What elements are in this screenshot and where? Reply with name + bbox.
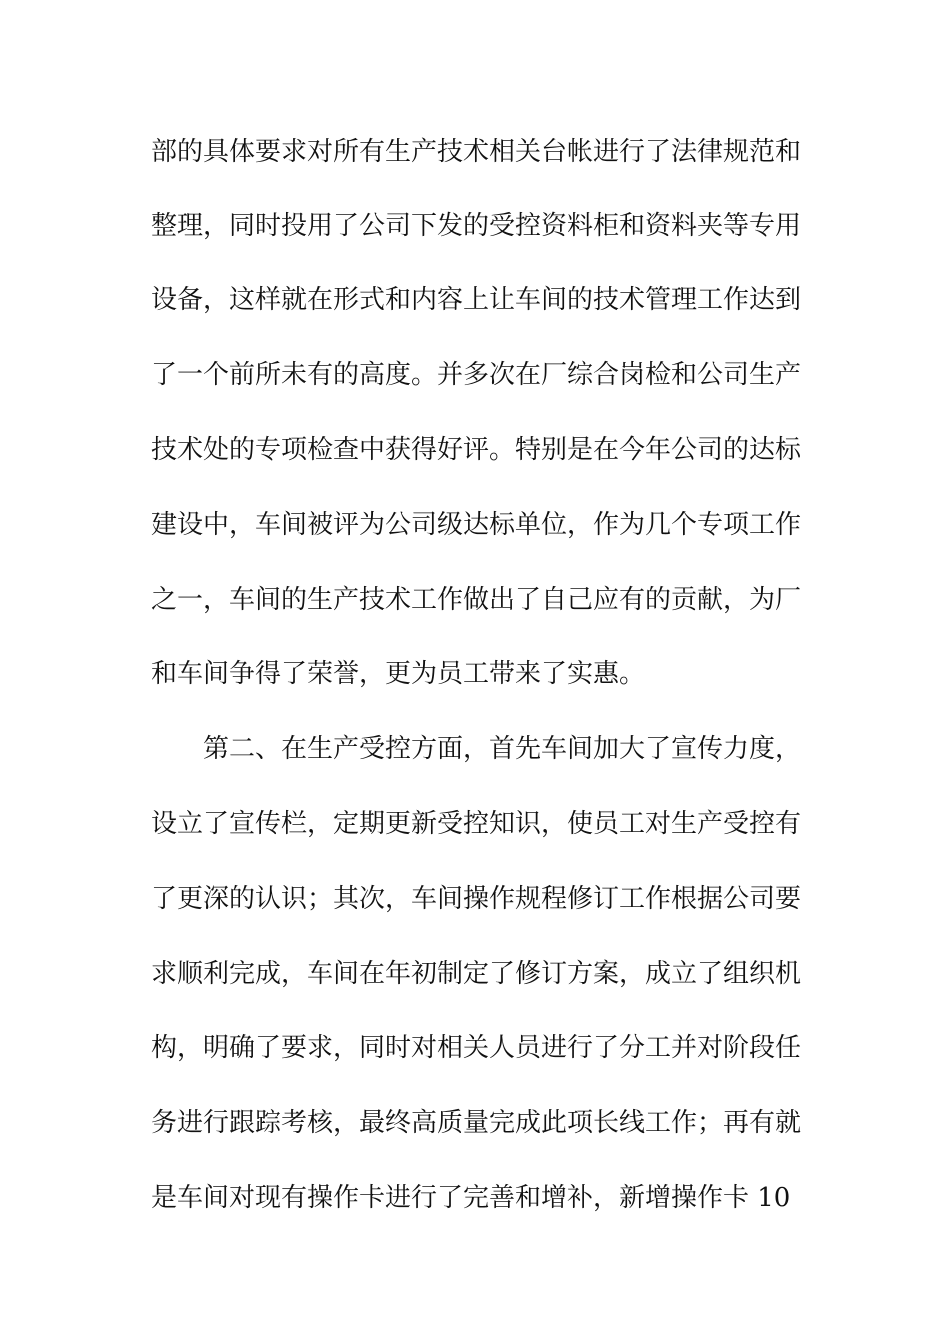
text-line: 整理，同时投用了公司下发的受控资料柜和资料夹等专用 bbox=[151, 211, 802, 241]
text-line: 设立了宣传栏，定期更新受控知识，使员工对生产受控有 bbox=[151, 809, 802, 839]
text-line: 务进行跟踪考核，最终高质量完成此项长线工作；再有就 bbox=[151, 1108, 802, 1138]
text-line: 建设中，车间被评为公司级达标单位，作为几个专项工作 bbox=[151, 510, 802, 540]
paragraph-first-line: 第二、在生产受控方面，首先车间加大了宣传力度， bbox=[203, 734, 802, 764]
text-line: 技术处的专项检查中获得好评。特别是在今年公司的达标 bbox=[151, 435, 802, 465]
text-line: 求顺利完成，车间在年初制定了修订方案，成立了组织机 bbox=[151, 959, 802, 989]
text-line: 设备，这样就在形式和内容上让车间的技术管理工作达到 bbox=[151, 285, 802, 315]
text-line: 是车间对现有操作卡进行了完善和增补，新增操作卡 10 bbox=[151, 1183, 791, 1213]
text-line: 构，明确了要求，同时对相关人员进行了分工并对阶段任 bbox=[151, 1033, 802, 1063]
text-line: 了一个前所未有的高度。并多次在厂综合岗检和公司生产 bbox=[151, 360, 802, 390]
text-line: 部的具体要求对所有生产技术相关台帐进行了法律规范和 bbox=[151, 137, 802, 167]
text-line: 了更深的认识；其次，车间操作规程修订工作根据公司要 bbox=[151, 884, 802, 914]
text-line: 和车间争得了荣誉，更为员工带来了实惠。 bbox=[151, 659, 646, 689]
text-line: 之一，车间的生产技术工作做出了自己应有的贡献，为厂 bbox=[151, 585, 802, 615]
